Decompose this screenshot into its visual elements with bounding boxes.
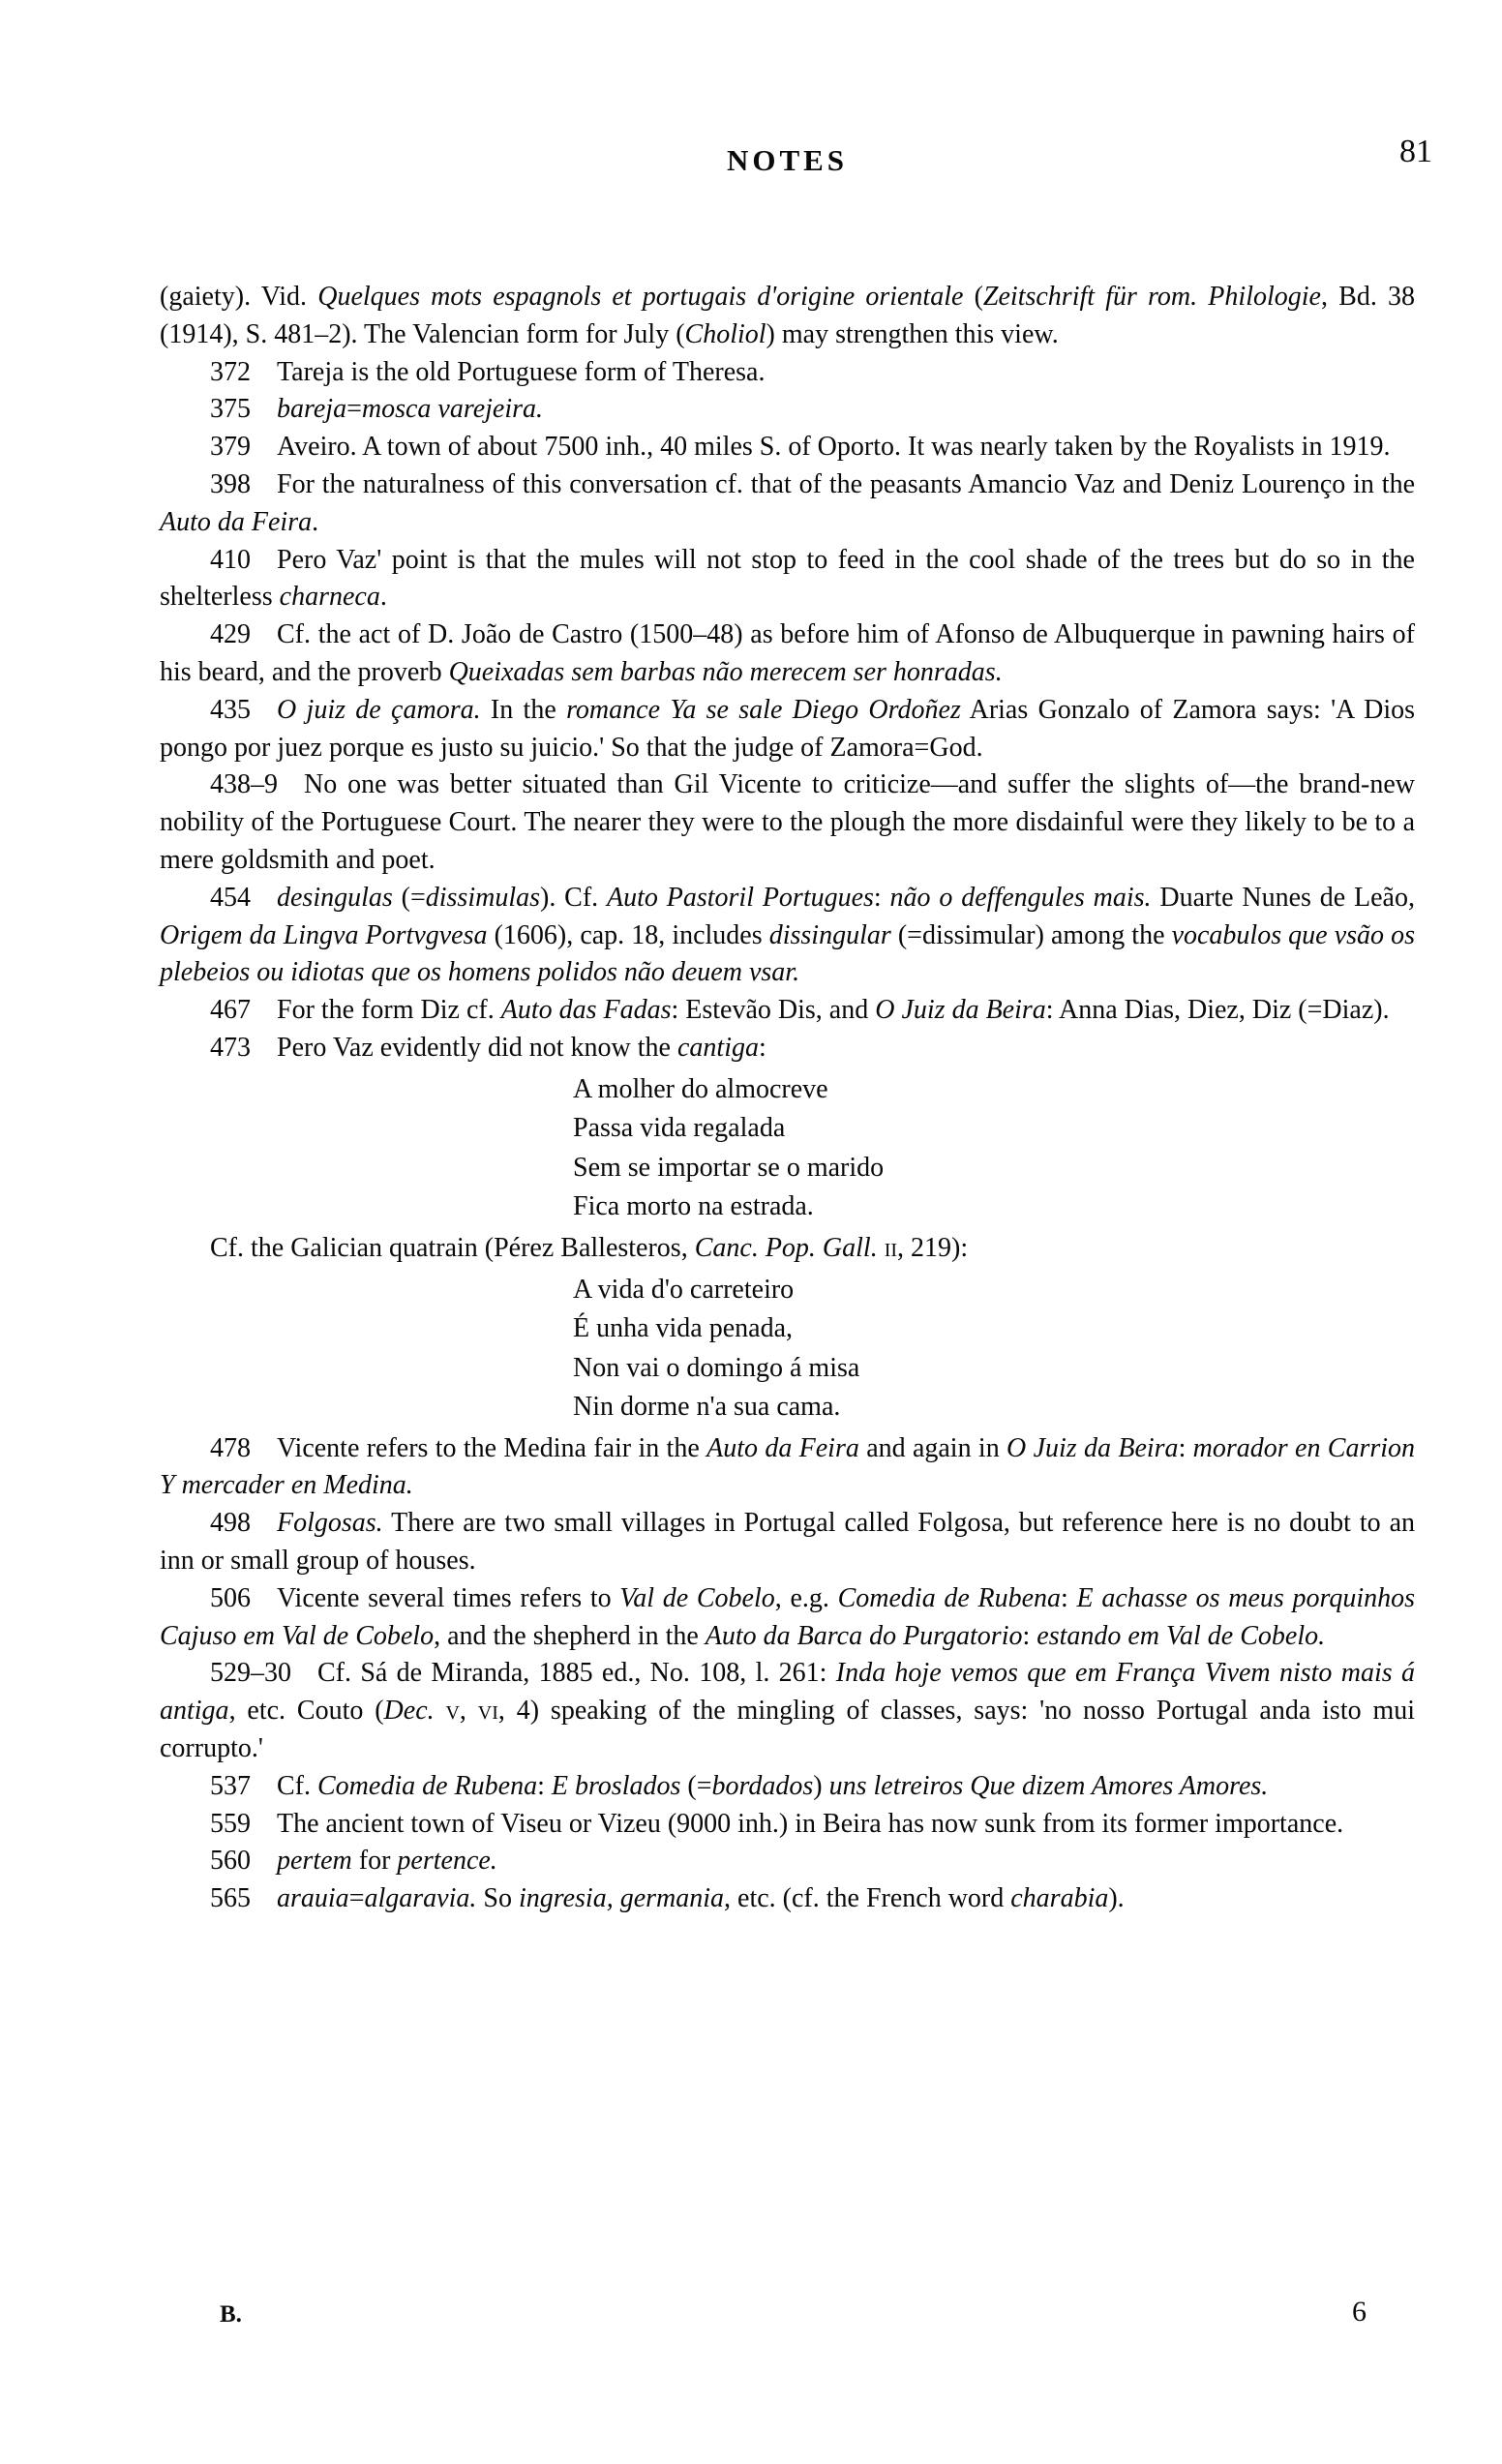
note-paragraph: [160, 466, 1415, 542]
note-number: 379: [210, 432, 251, 463]
note-paragraph: [160, 1580, 1415, 1656]
text-segment: Dec.: [383, 1696, 435, 1727]
text-segment: Aveiro. A town of about 7500 inh., 40 miles S. of Oporto. It was nearly taken by the Royalists in 1919.: [277, 432, 1391, 463]
text-segment: :: [1178, 1432, 1193, 1463]
text-segment: Choliol: [684, 318, 766, 349]
footer-gathering-number: 6: [1352, 2296, 1367, 2328]
text-segment: uns letreiros Que dizem Amores Amores.: [828, 1770, 1269, 1801]
text-segment: Auto da Feira: [160, 506, 313, 537]
text-segment: Arias Gonzalo of Zamora says: 'A Dios pongo por juez porque es justo su juicio.' So that the judge of Zamora=God.: [160, 694, 1416, 763]
note-number: 398: [210, 468, 251, 499]
text-segment: Inda hoje vemos que em França Vivem nisto mais á antiga: [160, 1658, 1415, 1727]
text-segment: ingresia, germania: [518, 1883, 725, 1914]
text-segment: O Juiz da Beira: [1006, 1432, 1179, 1463]
verse-line: Non vai o domingo á misa: [573, 1352, 860, 1383]
note-number: 506: [210, 1582, 251, 1613]
text-segment: Pero Vaz evidently did not know the: [277, 1032, 677, 1063]
text-segment: , and the shepherd in the: [434, 1620, 706, 1651]
text-segment: =: [346, 394, 362, 425]
page-number: 81: [1399, 134, 1432, 169]
note-number: 498: [210, 1508, 251, 1539]
text-segment: [878, 1233, 885, 1263]
note-number: 473: [210, 1032, 251, 1063]
text-segment: :: [537, 1770, 552, 1801]
text-segment: bareja: [277, 394, 347, 425]
text-segment: , 219):: [897, 1232, 969, 1263]
note-number: 375: [210, 394, 251, 425]
text-segment: desingulas: [277, 882, 393, 913]
text-segment: Cf. the act of D. João de Castro (1500–48) as before him of Afonso de Albuquerque in pawning hairs of his beard, and the proverb: [160, 619, 1415, 687]
note-paragraph: [160, 391, 1415, 429]
note-paragraph: [160, 542, 1415, 617]
note-number: 429: [210, 619, 251, 650]
note-number: 478: [210, 1432, 251, 1463]
text-segment: Comedia de Rubena: [837, 1582, 1062, 1613]
text-segment: Queixadas sem barbas não merecem ser honradas.: [448, 656, 1003, 687]
text-segment: , 4) speaking of the mingling of classes, says: 'no nosso Portugal anda isto mui corrupto.': [160, 1696, 1416, 1763]
verse-line: A molher do almocreve: [573, 1073, 828, 1104]
text-segment: bordados: [711, 1770, 814, 1801]
text-segment: :: [1022, 1620, 1037, 1651]
note-number: 560: [210, 1846, 251, 1877]
note-number: 537: [210, 1770, 251, 1801]
text-segment: Cf.: [277, 1770, 317, 1801]
text-segment: There are two small villages in Portugal called Folgosa, but reference here is no doubt to an inn or small group of houses.: [160, 1508, 1415, 1576]
text-segment: (=dissimular) among the: [890, 919, 1172, 950]
text-segment: E broslados: [551, 1770, 681, 1801]
verse-line: Passa vida regalada: [573, 1113, 786, 1144]
text-segment: charabia: [1010, 1883, 1109, 1914]
text-segment: mosca varejeira.: [361, 394, 544, 425]
note-number: 467: [210, 995, 251, 1026]
text-segment: :: [873, 882, 890, 913]
text-segment: , etc. Couto (: [228, 1696, 384, 1727]
text-segment: Cf. Sá de Miranda, 1885 ed., No. 108, l. 261:: [317, 1658, 836, 1689]
text-segment: Quelques mots espagnols et portugais d'origine orientale: [317, 282, 964, 312]
verse-line: É unha vida penada,: [573, 1313, 794, 1344]
text-segment: (: [963, 282, 983, 312]
text-segment: ) may strengthen this view.: [766, 318, 1059, 349]
text-segment: não o deffengules mais.: [889, 882, 1152, 913]
note-number: 529–30: [210, 1658, 291, 1689]
note-paragraph: [160, 992, 1415, 1030]
note-paragraph: [160, 1843, 1415, 1880]
note-number: 435: [210, 694, 251, 725]
text-segment: cantiga: [676, 1032, 759, 1063]
text-segment: :: [1061, 1582, 1077, 1613]
text-segment: (=: [392, 882, 426, 913]
text-segment: charneca: [279, 582, 380, 613]
text-segment: dissingular: [768, 919, 891, 950]
note-paragraph: [160, 1768, 1415, 1806]
note-paragraph: [160, 692, 1415, 767]
note-paragraph: [160, 880, 1415, 992]
text-segment: v, vi: [445, 1696, 498, 1727]
text-segment: Zeitschrift für rom. Philologie: [982, 282, 1321, 312]
text-segment: vocabulos que vsão os plebeios ou idiotas que os homens polidos não deuem vsar.: [160, 919, 1415, 988]
text-segment: :: [758, 1032, 766, 1063]
note-number: 559: [210, 1808, 251, 1839]
text-segment: .: [312, 506, 319, 537]
text-segment: pertem: [277, 1846, 352, 1877]
text-segment: Tareja is the old Portuguese form of Theresa.: [277, 356, 766, 387]
text-segment: Auto da Feira: [706, 1432, 859, 1463]
text-segment: morador en Carrion Y mercader en Medina.: [160, 1432, 1416, 1501]
text-segment: , Bd. 38 (1914), S. 481–2). The Valencian form for July (: [160, 282, 1415, 349]
text-segment: : Estevão Dis, and: [671, 995, 876, 1026]
note-number: 438–9: [210, 769, 278, 800]
note-paragraph: [160, 616, 1415, 692]
note-number: 372: [210, 356, 251, 387]
verse-line: Fica morto na estrada.: [573, 1191, 814, 1222]
text-segment: algaravia.: [364, 1883, 477, 1914]
text-segment: (=: [680, 1770, 712, 1801]
text-segment: ). Cf.: [540, 882, 608, 913]
paragraph: [160, 279, 1415, 354]
text-segment: estando em Val de Cobelo.: [1036, 1620, 1326, 1651]
note-paragraph: [160, 1430, 1415, 1506]
text-segment: .: [379, 582, 387, 613]
text-segment: Auto Pastoril Portugues: [607, 882, 874, 913]
text-segment: For the form Diz cf.: [277, 995, 501, 1026]
text-segment: No one was better situated than Gil Vicente to criticize—and suffer the slights of—the brand-new nobility of the Portuguese Court. The nearer they were to the plough the more disdainful were they likely to be to a mere goldsmith and poet.: [160, 769, 1415, 875]
note-number: 410: [210, 544, 251, 575]
text-segment: Cf. the Galician quatrain (Pérez Ballesteros,: [210, 1232, 695, 1263]
note-paragraph: [160, 1806, 1415, 1844]
text-segment: [435, 1696, 446, 1726]
text-segment: O Juiz da Beira: [875, 995, 1046, 1026]
verse-line: A vida d'o carreteiro: [573, 1274, 795, 1305]
text-segment: romance Ya se sale Diego Ordoñez: [566, 694, 961, 725]
note-paragraph: [160, 1880, 1415, 1918]
text-segment: ii: [884, 1232, 898, 1263]
text-segment: ): [813, 1770, 829, 1801]
text-segment: Folgosas.: [277, 1508, 383, 1539]
verse-block: [573, 1070, 1415, 1227]
note-number: 454: [210, 882, 251, 913]
text-segment: (1606), cap. 18, includes: [487, 919, 769, 950]
paragraph: [160, 1230, 1415, 1268]
note-paragraph: [160, 354, 1415, 392]
text-segment: Auto das Fadas: [500, 995, 672, 1026]
verse-block: [573, 1271, 1415, 1427]
text-segment: In the: [480, 694, 567, 725]
text-segment: pertence.: [397, 1846, 497, 1877]
text-segment: , etc. (cf. the French word: [724, 1883, 1011, 1914]
text-segment: dissimulas: [425, 882, 540, 913]
text-segment: O juiz de çamora.: [277, 694, 481, 725]
text-segment: (gaiety). Vid.: [160, 282, 318, 312]
text-segment: So: [476, 1883, 519, 1914]
text-segment: Duarte Nunes de Leão,: [1151, 882, 1415, 913]
text-segment: for: [351, 1846, 398, 1877]
text-segment: Pero Vaz' point is that the mules will not stop to feed in the cool shade of the trees but do so in the shelterless: [160, 544, 1415, 613]
note-paragraph: [160, 1505, 1415, 1580]
verse-line: Nin dorme n'a sua cama.: [573, 1392, 841, 1423]
text-segment: arauia: [277, 1883, 349, 1914]
text-segment: , e.g.: [774, 1582, 838, 1613]
text-segment: E achasse os meus porquinhos Cajuso em Val de Cobelo: [160, 1582, 1416, 1651]
text-segment: Val de Cobelo: [619, 1582, 775, 1613]
text-segment: Vicente refers to the Medina fair in the: [277, 1432, 707, 1463]
note-number: 565: [210, 1883, 251, 1914]
footer-signature-mark: B.: [220, 2301, 242, 2328]
text-segment: ).: [1108, 1883, 1125, 1914]
text-segment: Origem da Lingva Portvgvesa: [160, 919, 488, 950]
text-segment: : Anna Dias, Diez, Diz (=Diaz).: [1045, 995, 1390, 1026]
note-paragraph: [160, 429, 1415, 466]
text-segment: Auto da Barca do Purgatorio: [705, 1620, 1023, 1651]
text-segment: For the naturalness of this conversation cf. that of the peasants Amancio Vaz and Deniz Lourenço in the: [277, 468, 1415, 499]
text-segment: Vicente several times refers to: [277, 1582, 620, 1613]
note-paragraph: [160, 1030, 1415, 1067]
text-segment: =: [348, 1883, 365, 1914]
text-segment: and again in: [858, 1432, 1007, 1463]
note-paragraph: [160, 766, 1415, 879]
text-segment: Comedia de Rubena: [317, 1770, 538, 1801]
text-segment: The ancient town of Viseu or Vizeu (9000 inh.) in Beira has now sunk from its former importance.: [277, 1808, 1344, 1839]
page-title: NOTES: [726, 143, 849, 177]
text-segment: Canc. Pop. Gall.: [694, 1232, 878, 1263]
note-paragraph: [160, 1655, 1415, 1767]
notes-body: [160, 279, 1415, 1918]
verse-line: Sem se importar se o marido: [573, 1152, 885, 1183]
